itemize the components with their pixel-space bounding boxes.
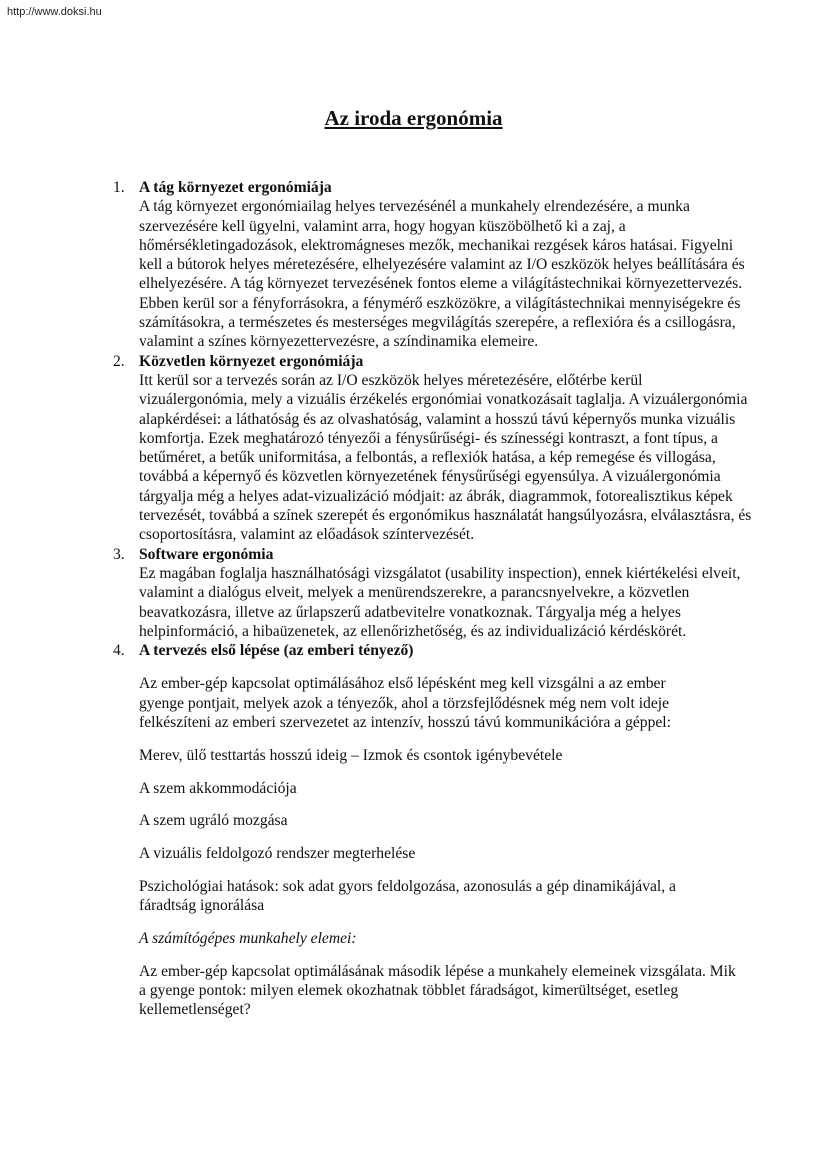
section-2 xyxy=(113,352,753,545)
section-body: A tág környezet ergonómiailag helyes tervezésénél a munkahely elrendezésére, a munka szervezésére kell ügyelni, valamint arra, hogy hogyan küszöbölhető ki a zaj, a hőmérsékletingadozások, elektromágneses mezők, mechanikai rezgések káros hatásai. Figyelni kell a bútorok helyes méretezésére, elhelyezésére valamint az I/O eszközök helyes beállítására és elhelyezésére. A tág környezet tervezésének fontos eleme a világítástechnikai környezettervezés. Ebben kerül sor a fényforrásokra, a fénymérő eszközökre, a világítástechnikai mennyiségekre és számításokra, a természetes és mesterséges megvilágítás szerepére, a reflexióra és a csillogásra, valamint a színes környezettervezésre, a színdinamika elemeire. xyxy=(139,198,745,351)
section-closing: Az ember-gép kapcsolat optimálásának második lépése a munkahely elemeinek vizsgálata. Mik a gyenge pontok: milyen elemek okozhatnak többlet fáradságot, kimerültséget, esetleg kellemetlenséget? xyxy=(139,962,736,1019)
section-body: Itt kerül sor a tervezés során az I/O eszközök helyes méretezésére, előtérbe kerül vizuálergonómia, mely a vizuális érzékelés ergonómiai vonatkozásait taglalja. A vizuálergonómia alapkérdései: a láthatóság és az olvashatóság, valamint a hosszú távú képernyős munka vizuális komfortja. Ezek meghatározó tényezői a fénysűrűségi- és színességi kontraszt, a font típus, a betűméret, a betűk uniformitása, a felbontás, a reflexiók hatása, a kép remegése és villogása, továbbá a képernyő és közvetlen környezetének fénysűrűségi egyensúlya. A vizuálergonómia tárgyalja még a helyes adat-vizualizáció módjait: az ábrák, diagrammok, fotorealisztikus képek tervezését, továbbá a színek szerepét és ergonómikus használatát hangsúlyozásra, elválasztásra, és csoportosításra, valamint az előadások színtervezését. xyxy=(139,371,752,544)
section-heading: A tervezés első lépése (az emberi tényező) xyxy=(139,642,414,660)
section-subheading: A számítógépes munkahely elemei: xyxy=(139,930,357,948)
section-heading: Közvetlen környezet ergonómiája xyxy=(139,352,364,370)
section-heading: A tág környezet ergonómiája xyxy=(139,179,332,196)
section-number: 2. xyxy=(113,352,125,370)
section-number: 1. xyxy=(113,179,125,196)
section-4 xyxy=(113,641,753,1020)
section-1 xyxy=(113,178,753,352)
document-body xyxy=(113,178,753,1033)
human-factor-item: A szem akkommodációja xyxy=(139,779,297,797)
section-3 xyxy=(113,545,753,641)
section-intro: Az ember-gép kapcsolat optimálásához első lépésként meg kell vizsgálni a az ember gyenge pontjait, melyek azok a tényezők, ahol a törzsfejlődésnek még nem volt ideje felkészíteni az emberi szervezetet az intenzív, hosszú távú kommunikációra a géppel: xyxy=(139,675,671,732)
page-title: Az iroda ergonómia xyxy=(324,106,503,130)
section-body: Ez magában foglalja használhatósági vizsgálatot (usability inspection), ennek kiértékelési elveit, valamint a dialógus elveit, melyek a menürendszerekre, a parancsnyelvekre, a közvetlen beavatkozásra, illetve az űrlapszerű adatbevitelre vonatkoznak. Tárgyalja még a helyes helpinformáció, a hibaüzenetek, az ellenőrizhetőség, és az individualizáció kérdéskörét. xyxy=(139,564,741,640)
human-factor-item: A szem ugráló mozgása xyxy=(139,812,288,830)
section-number: 4. xyxy=(113,642,125,660)
section-heading: Software ergonómia xyxy=(139,545,274,563)
human-factor-item: Pszichológiai hatások: sok adat gyors feldolgozása, azonosulás a gép dinamikájával, a fáradtság ignorálása xyxy=(139,878,676,915)
section-4-content xyxy=(139,674,736,1019)
source-url[interactable]: http://www.doksi.hu xyxy=(7,6,102,18)
section-number: 3. xyxy=(113,545,125,563)
human-factor-item: Merev, ülő testtartás hosszú ideig – Izmok és csontok igénybevétele xyxy=(139,746,563,764)
human-factor-item: A vizuális feldolgozó rendszer megterhelése xyxy=(139,845,416,863)
